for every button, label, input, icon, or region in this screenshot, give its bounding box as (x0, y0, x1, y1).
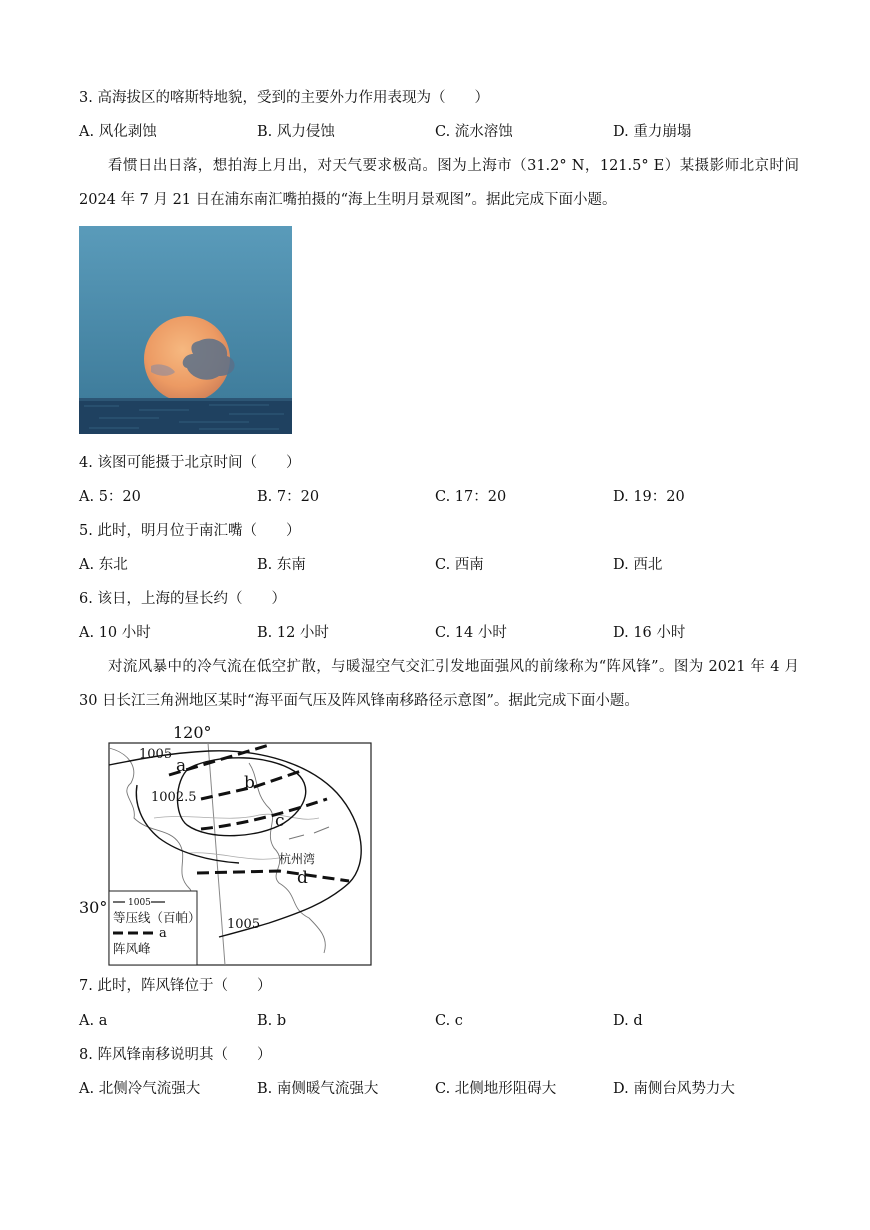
legend-isobar-sample-value: 1005 (128, 898, 151, 908)
intro-paragraph-moonrise: 看惯日出日落，想拍海上月出，对天气要求极高。图为上海市（31.2° N，121.5° E）某摄影师北京时间 2024 年 7 月 21 日在浦东南汇嘴拍摄的“海上生明月景观图”。据此完成下面小题。 (79, 158, 799, 208)
question-6-stem: 6. 该日，上海的昼长约（ ） (79, 591, 286, 607)
q6-option-d[interactable]: D. 16 小时 (613, 625, 686, 641)
q3-option-a[interactable]: A. 风化剥蚀 (79, 124, 157, 140)
legend-front-sample-label: a (159, 926, 167, 941)
question-3-stem: 3. 高海拔区的喀斯特地貌，受到的主要外力作用表现为（ ） (79, 90, 489, 106)
moonrise-photo (79, 226, 292, 434)
question-5-stem: 5. 此时，明月位于南汇嘴（ ） (79, 523, 301, 539)
q7-option-a[interactable]: A. a (79, 1013, 108, 1029)
legend-isobar-text: 等压线（百帕） (113, 910, 201, 925)
front-label-a: a (176, 756, 187, 776)
isobar-label-1002-5: 1002.5 (151, 790, 197, 805)
q3-option-c[interactable]: C. 流水溶蚀 (435, 124, 513, 140)
q4-option-a[interactable]: A. 5：20 (79, 489, 141, 505)
q5-option-a[interactable]: A. 东北 (79, 557, 128, 573)
place-label-hangzhou-bay: 杭州湾 (279, 852, 316, 866)
q3-option-d[interactable]: D. 重力崩塌 (613, 124, 692, 140)
q4-option-b[interactable]: B. 7：20 (257, 489, 320, 505)
front-label-d: d (297, 868, 308, 888)
question-8-stem: 8. 阵风锋南移说明其（ ） (79, 1047, 272, 1063)
isobar-label-1005-top: 1005 (139, 747, 173, 762)
q3-option-b[interactable]: B. 风力侵蚀 (257, 124, 335, 140)
q6-option-a[interactable]: A. 10 小时 (79, 625, 151, 641)
q8-option-c[interactable]: C. 北侧地形阻碍大 (435, 1081, 557, 1097)
q8-option-a[interactable]: A. 北侧冷气流强大 (79, 1081, 201, 1097)
q7-option-c[interactable]: C. c (435, 1013, 463, 1029)
q6-option-b[interactable]: B. 12 小时 (257, 625, 329, 641)
q8-option-b[interactable]: B. 南侧暖气流强大 (257, 1081, 379, 1097)
q8-option-d[interactable]: D. 南侧台风势力大 (613, 1081, 735, 1097)
front-label-b: b (244, 773, 255, 793)
intro-paragraph-gust-front: 对流风暴中的冷气流在低空扩散，与暖湿空气交汇引发地面强风的前缘称为“阵风锋”。图为 2021 年 4 月 30 日长江三角洲地区某时“海平面气压及阵风锋南移路径示意图”。据此完成下面小题。 (79, 659, 799, 709)
q5-option-b[interactable]: B. 东南 (257, 557, 306, 573)
q7-option-b[interactable]: B. b (257, 1013, 287, 1029)
front-label-c: c (275, 811, 285, 831)
gust-front-map (79, 723, 379, 968)
longitude-label: 120° (173, 723, 212, 742)
legend-front-text: 阵风峰 (113, 941, 151, 956)
latitude-label: 30° (79, 898, 108, 917)
q6-option-c[interactable]: C. 14 小时 (435, 625, 507, 641)
question-4-stem: 4. 该图可能摄于北京时间（ ） (79, 455, 301, 471)
q4-option-d[interactable]: D. 19：20 (613, 489, 685, 505)
q7-option-d[interactable]: D. d (613, 1013, 643, 1029)
q4-option-c[interactable]: C. 17：20 (435, 489, 507, 505)
q5-option-c[interactable]: C. 西南 (435, 557, 484, 573)
isobar-label-1005-bottom: 1005 (227, 917, 261, 932)
question-7-stem: 7. 此时，阵风锋位于（ ） (79, 978, 272, 994)
q5-option-d[interactable]: D. 西北 (613, 557, 663, 573)
